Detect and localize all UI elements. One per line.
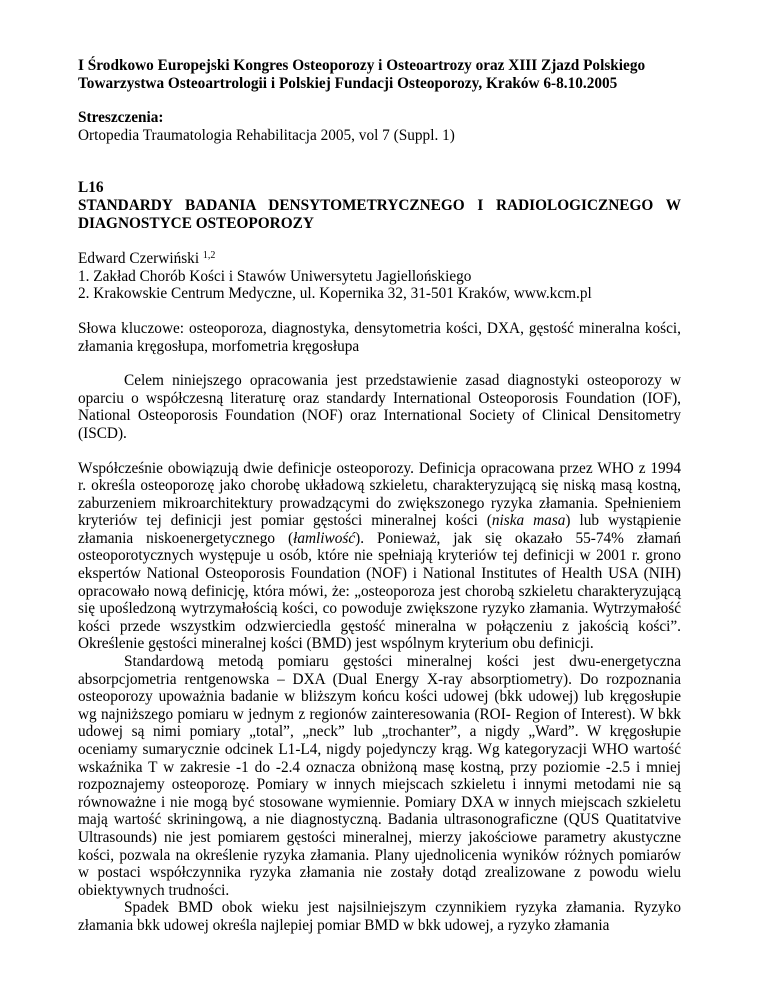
definitions-text-3: ). Ponieważ, jak się okazało 55-74% złamań osteoporotycznych występuje u osób, które nie spełniają kryteriów tej definicji w 2001 r. grono ekspertów National Osteoporosis Foundation (NOF) i National Institutes of Health USA (NIH) opracowało nową definicję, która mówi, że: „osteoporoza jest chorobą szkieletu charakteryzującą się upośledzoną wytrzymałością kości, co powoduje zwiększone ryzyko złamania. Wytrzymałość kości przede wszystkim odzwierciedla gęstość mineralna w połączeniu z jakością kości”. Określenie gęstości mineralnej kości (BMD) jest wspólnym kryterium obu definicji. (78, 529, 682, 653)
author-line (78, 250, 681, 268)
congress-title: I Środkowo Europejski Kongres Osteoporozy i Osteoartrozy oraz XIII Zjazd Polskiego Towarzystwa Osteoartrologii i Polskiej Fundacji Osteoporozy, Kraków 6-8.10.2005 (78, 57, 646, 92)
bmd-paragraph: Spadek BMD obok wieku jest najsilniejszym czynnikiem ryzyka złamania. Ryzyko złamania bkk udowej określa najlepiej pomiar BMD w bkk udowej, a ryzyko złamania (78, 899, 681, 934)
affiliation-1: 1. Zakład Chorób Kości i Stawów Uniwersytetu Jagiellońskiego (78, 267, 472, 285)
definitions-text-1: Współcześnie obowiązują dwie definicje osteoporozy. Definicja opracowana przez WHO z 1994 r. określa osteoporozę jako chorobę układową szkieletu, charakteryzującą się niską masą kostną, zaburzeniem mikroarchitektury prowadzącymi do zwiększonego ryzyka złamania. Spełnieniem kryteriów tej definicji jest pomiar gęstości mineralnej kości ( (78, 459, 681, 530)
journal-citation: Ortopedia Traumatologia Rehabilitacja 2005, vol 7 (Suppl. 1) (78, 126, 455, 144)
author-affiliation-marks: 1,2 (202, 250, 216, 262)
intro-paragraph: Celem niniejszego opracowania jest przedstawienie zasad diagnostyki osteoporozy w oparciu o współczesną literaturę oraz standardy International Osteoporosis Foundation (IOF), National Osteoporosis Foundation (NOF) oraz International Society of Clinical Densitometry (ISCD). (78, 372, 681, 442)
dxa-paragraph: Standardową metodą pomiaru gęstości mineralnej kości jest dwu-energetyczna absorpcjometria rentgenowska – DXA (Dual Energy X-ray absorptiometry). Do rozpoznania osteoporozy upoważnia badanie w bliższym końcu kości udowej (bkk udowej) lub kręgosłupie wg najniższego pomiaru w jednym z regionów zainteresowania (ROI- Region of Interest). W bkk udowej są nimi pomiary „total”, „neck” lub „trochanter”, a nigdy „Ward”. W kręgosłupie oceniamy sumarycznie odcinek L1-L4, nigdy pojedynczy krąg. Wg kategoryzacji WHO wartość wskaźnika T w zakresie -1 do -2.4 oznacza obniżoną masę kostną, przy poziomie -2.5 i mniej rozpoznajemy osteoporozę. Pomiary w innych miejscach szkieletu i innymi metodami nie są równoważne i nie mogą być stosowane wymiennie. Pomiary DXA w innych miejscach szkieletu mają wartość skriningową, a nie diagnostyczną. Badania ultrasonograficzne (QUS Quatitatvive Ultrasounds) nie jest pomiarem gęstości mineralnej, mierzy jakościowe parametry akustyczne kości, pozwala na określenie ryzyka złamania. Plany ujednolicenia wyników różnych pomiarów w postaci współczynnika ryzyka złamania nie zostały dotąd zrealizowane z powodu wielu obiektywnych trudności. (78, 653, 681, 899)
abstract-code: L16 (78, 179, 104, 197)
document-page (78, 57, 681, 935)
definitions-paragraph (78, 460, 681, 654)
definitions-emphasis-2: łamliwość (293, 529, 356, 547)
definitions-text-2: ) lub wystąpienie złamania niskoenergetycznego ( (78, 512, 682, 547)
abstracts-label: Streszczenia: (78, 109, 164, 127)
definitions-emphasis-1: niska masa (491, 512, 566, 530)
affiliation-2: 2. Krakowskie Centrum Medyczne, ul. Kopernika 32, 31-501 Kraków, www.kcm.pl (78, 285, 592, 303)
article-title: STANDARDY BADANIA DENSYTOMETRYCZNEGO I RADIOLOGICZNEGO W DIAGNOSTYCE OSTEOPOROZY (78, 196, 681, 232)
keywords: Słowa kluczowe: osteoporoza, diagnostyka, densytometria kości, DXA, gęstość mineralna kości, złamania kręgosłupa, morfometria kręgosłupa (78, 319, 681, 355)
author-name: Edward Czerwiński (78, 250, 200, 268)
